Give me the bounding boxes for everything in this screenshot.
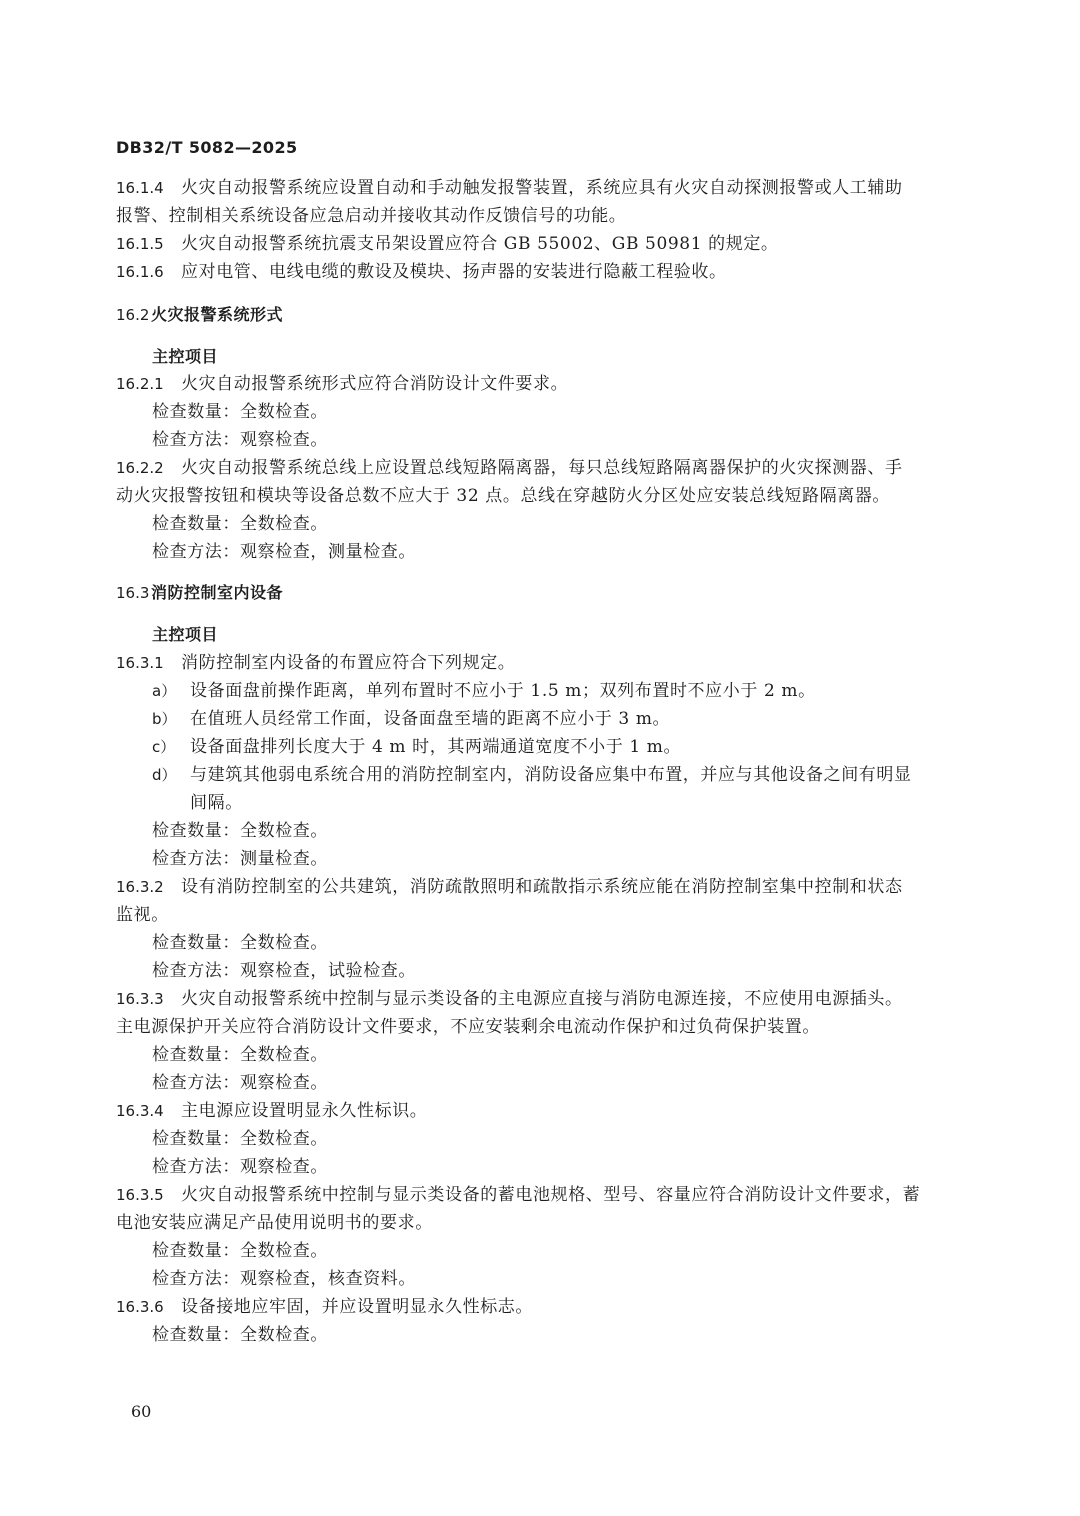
clause-text: 消防控制室内设备的布置应符合下列规定。 <box>181 653 516 673</box>
clause-number: 16.2.1 <box>116 375 164 393</box>
clause-number: 16.3.1 <box>116 654 164 672</box>
clause-16-1-5 <box>116 232 779 256</box>
section-title: 火灾报警系统形式 <box>151 305 284 324</box>
clause-text: 火灾自动报警系统总线上应设置总线短路隔离器，每只总线短路隔离器保护的火灾探测器、手 <box>181 458 903 478</box>
clause-number: 16.1.6 <box>116 263 164 281</box>
clause-text: 火灾自动报警系统中控制与显示类设备的蓄电池规格、型号、容量应符合消防设计文件要求，蓄 <box>181 1185 921 1205</box>
clause-number: 16.1.5 <box>116 235 164 253</box>
clause-16-1-4 <box>116 176 903 200</box>
clause-text: 应对电管、电线电缆的敷设及模块、扬声器的安装进行隐蔽工程验收。 <box>181 262 727 282</box>
section-number: 16.3 <box>116 584 150 602</box>
inspection-quantity: 检查数量：全数检查。 <box>152 933 328 953</box>
inspection-method: 检查方法：观察检查。 <box>152 1073 328 1093</box>
list-item-a <box>152 679 816 703</box>
list-item-label: a） <box>152 682 177 700</box>
clause-continuation: 报警、控制相关系统设备应急启动并接收其动作反馈信号的功能。 <box>116 206 627 226</box>
inspection-quantity: 检查数量：全数检查。 <box>152 1325 328 1345</box>
clause-number: 16.3.3 <box>116 990 164 1008</box>
page-number: 60 <box>131 1402 152 1421</box>
clause-16-1-6 <box>116 260 727 284</box>
inspection-method: 检查方法：观察检查。 <box>152 430 328 450</box>
list-item-text: 与建筑其他弱电系统合用的消防控制室内，消防设备应集中布置，并应与其他设备之间有明显 <box>190 765 912 785</box>
clause-text: 火灾自动报警系统形式应符合消防设计文件要求。 <box>181 374 569 394</box>
clause-16-3-2 <box>116 875 903 899</box>
sub-heading-main-control: 主控项目 <box>152 625 219 644</box>
clause-text: 设有消防控制室的公共建筑，消防疏散照明和疏散指示系统应能在消防控制室集中控制和状态 <box>181 877 903 897</box>
clause-text: 设备接地应牢固，并应设置明显永久性标志。 <box>181 1297 533 1317</box>
clause-text: 火灾自动报警系统中控制与显示类设备的主电源应直接与消防电源连接，不应使用电源插头。 <box>181 989 903 1009</box>
section-heading-16-3 <box>116 581 283 605</box>
list-item-d <box>152 763 912 787</box>
list-item-text: 设备面盘前操作距离，单列布置时不应小于 1.5 m；双列布置时不应小于 2 m。 <box>190 681 816 701</box>
list-item-label: b） <box>152 710 177 728</box>
section-title: 消防控制室内设备 <box>151 583 284 602</box>
document-code: DB32/T 5082—2025 <box>116 138 298 157</box>
list-item-c <box>152 735 681 759</box>
clause-16-3-1 <box>116 651 515 675</box>
clause-continuation: 电池安装应满足产品使用说明书的要求。 <box>116 1213 433 1233</box>
clause-text: 主电源应设置明显永久性标识。 <box>181 1101 428 1121</box>
section-heading-16-2 <box>116 303 283 327</box>
list-item-continuation: 间隔。 <box>190 793 243 813</box>
list-item-b <box>152 707 670 731</box>
clause-text: 火灾自动报警系统应设置自动和手动触发报警装置，系统应具有火灾自动探测报警或人工辅助 <box>181 178 903 198</box>
clause-number: 16.3.4 <box>116 1102 164 1120</box>
clause-continuation: 主电源保护开关应符合消防设计文件要求，不应安装剩余电流动作保护和过负荷保护装置。 <box>116 1017 820 1037</box>
clause-number: 16.2.2 <box>116 459 164 477</box>
list-item-text: 在值班人员经常工作面，设备面盘至墙的距离不应小于 3 m。 <box>190 709 671 729</box>
list-item-label: c） <box>152 738 176 756</box>
clause-number: 16.3.6 <box>116 1298 164 1316</box>
clause-16-3-5 <box>116 1183 920 1207</box>
clause-16-3-3 <box>116 987 903 1011</box>
list-item-label: d） <box>152 766 177 784</box>
inspection-quantity: 检查数量：全数检查。 <box>152 1241 328 1261</box>
clause-16-3-4 <box>116 1099 427 1123</box>
inspection-method: 检查方法：观察检查，试验检查。 <box>152 961 416 981</box>
inspection-quantity: 检查数量：全数检查。 <box>152 1129 328 1149</box>
section-number: 16.2 <box>116 306 150 324</box>
list-item-text: 设备面盘排列长度大于 4 m 时，其两端通道宽度不小于 1 m。 <box>190 737 682 757</box>
clause-text: 火灾自动报警系统抗震支吊架设置应符合 GB 55002、GB 50981 的规定。 <box>181 234 779 254</box>
clause-number: 16.1.4 <box>116 179 164 197</box>
clause-16-2-2 <box>116 456 903 480</box>
clause-16-2-1 <box>116 372 568 396</box>
inspection-quantity: 检查数量：全数检查。 <box>152 1045 328 1065</box>
clause-number: 16.3.5 <box>116 1186 164 1204</box>
clause-continuation: 监视。 <box>116 905 169 925</box>
inspection-method: 检查方法：观察检查，核查资料。 <box>152 1269 416 1289</box>
clause-number: 16.3.2 <box>116 878 164 896</box>
inspection-quantity: 检查数量：全数检查。 <box>152 402 328 422</box>
sub-heading-main-control: 主控项目 <box>152 347 219 366</box>
inspection-method: 检查方法：观察检查。 <box>152 1157 328 1177</box>
inspection-method: 检查方法：观察检查，测量检查。 <box>152 542 416 562</box>
inspection-quantity: 检查数量：全数检查。 <box>152 514 328 534</box>
inspection-quantity: 检查数量：全数检查。 <box>152 821 328 841</box>
clause-16-3-6 <box>116 1295 533 1319</box>
clause-continuation: 动火灾报警按钮和模块等设备总数不应大于 32 点。总线在穿越防火分区处应安装总线短路隔离器。 <box>116 486 891 506</box>
inspection-method: 检查方法：测量检查。 <box>152 849 328 869</box>
